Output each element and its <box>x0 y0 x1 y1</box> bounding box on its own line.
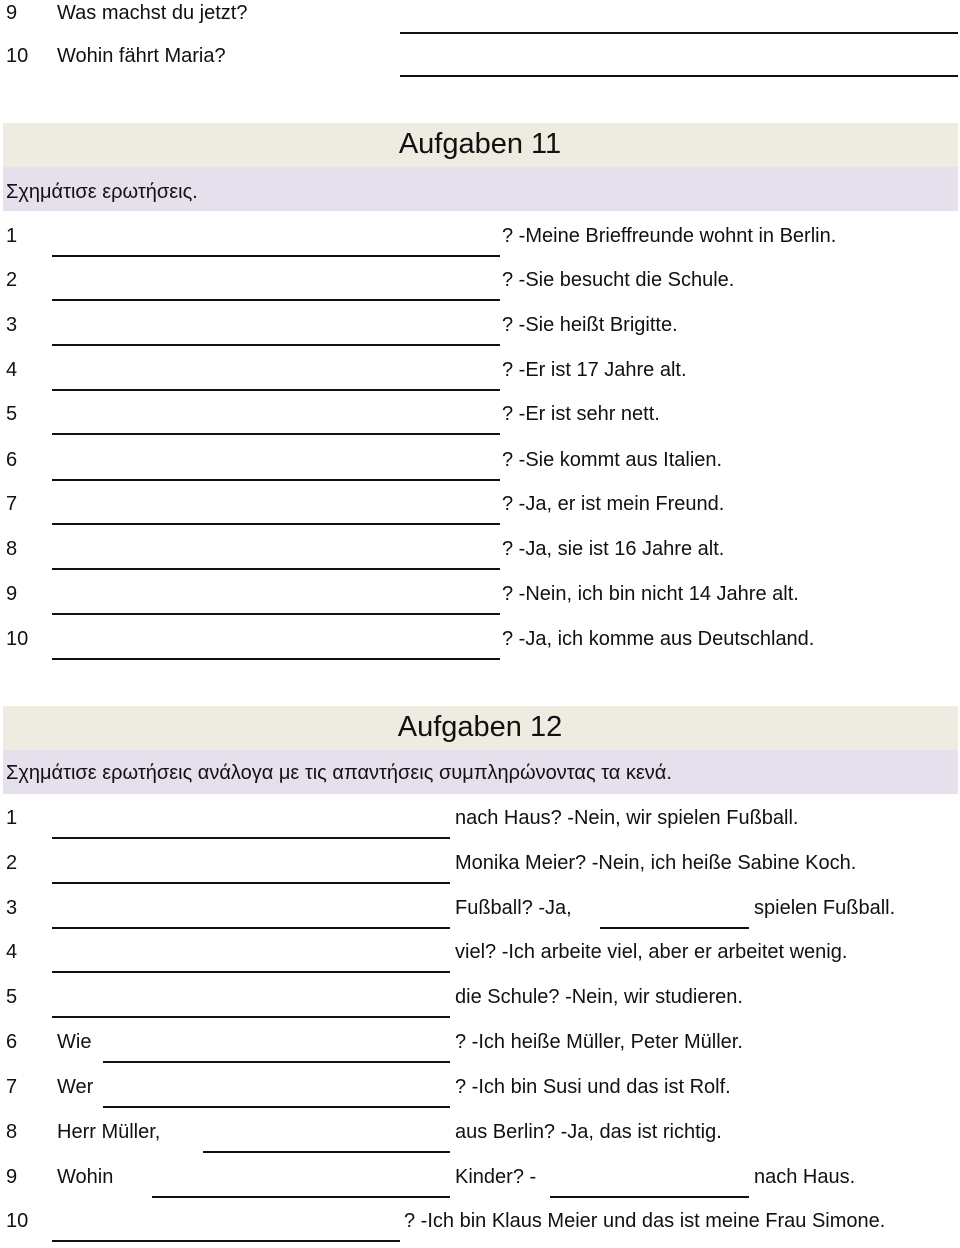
answer-blank[interactable] <box>52 299 500 301</box>
exercise-number: 10 <box>6 628 29 650</box>
exercise-prefix: Wer <box>57 1076 94 1098</box>
answer-text: ? -Sie besucht die Schule. <box>502 269 735 291</box>
exercise-number: 2 <box>6 852 18 874</box>
exercise-number: 6 <box>6 449 18 471</box>
exercise-text: aus Berlin? -Ja, das ist richtig. <box>455 1121 722 1143</box>
exercise-number: 5 <box>6 986 18 1008</box>
exercise-prefix: Wohin <box>57 1166 114 1188</box>
exercise-text-end: spielen Fußball. <box>754 897 896 919</box>
answer-text: ? -Sie heißt Brigitte. <box>502 314 678 336</box>
answer-blank[interactable] <box>103 1106 450 1108</box>
answer-blank[interactable] <box>52 479 500 481</box>
answer-blank[interactable] <box>52 1016 450 1018</box>
answer-blank[interactable] <box>52 882 450 884</box>
exercise-text: ? -Ich bin Klaus Meier und das ist meine Frau Simone. <box>404 1210 886 1232</box>
answer-text: ? -Ja, sie ist 16 Jahre alt. <box>502 538 725 560</box>
exercise-text: ? -Ich bin Susi und das ist Rolf. <box>455 1076 731 1098</box>
exercise-number: 1 <box>6 225 18 247</box>
top-item-question: Wohin fährt Maria? <box>57 45 226 67</box>
exercise-number: 4 <box>6 941 18 963</box>
exercise-text: Kinder? - <box>455 1166 537 1188</box>
exercise-number: 4 <box>6 359 18 381</box>
answer-blank-inline[interactable] <box>550 1196 749 1198</box>
top-item-question: Was machst du jetzt? <box>57 2 248 24</box>
section-title-11: Aufgaben 11 <box>398 128 562 160</box>
top-item-number: 10 <box>6 45 29 67</box>
exercise-number: 9 <box>6 1166 18 1188</box>
exercise-number: 5 <box>6 403 18 425</box>
section-instruction-11: Σχημάτισε ερωτήσεις. <box>6 181 198 203</box>
exercise-number: 1 <box>6 807 18 829</box>
answer-text: ? -Sie kommt aus Italien. <box>502 449 723 471</box>
answer-text: ? -Er ist 17 Jahre alt. <box>502 359 687 381</box>
answer-text: ? -Ja, ich komme aus Deutschland. <box>502 628 815 650</box>
exercise-text: die Schule? -Nein, wir studieren. <box>455 986 743 1008</box>
answer-blank[interactable] <box>52 255 500 257</box>
answer-text: ? -Ja, er ist mein Freund. <box>502 493 725 515</box>
answer-text: ? -Er ist sehr nett. <box>502 403 660 425</box>
exercise-number: 7 <box>6 493 18 515</box>
answer-blank[interactable] <box>52 837 450 839</box>
answer-blank[interactable] <box>52 971 450 973</box>
exercise-prefix: Wie <box>57 1031 92 1053</box>
exercise-number: 3 <box>6 897 18 919</box>
exercise-number: 6 <box>6 1031 18 1053</box>
answer-blank[interactable] <box>52 1240 400 1242</box>
exercise-text: ? -Ich heiße Müller, Peter Müller. <box>455 1031 743 1053</box>
top-item-number: 9 <box>6 2 18 24</box>
answer-text: ? -Nein, ich bin nicht 14 Jahre alt. <box>502 583 799 605</box>
section-title-12: Aufgaben 12 <box>397 711 563 743</box>
exercise-number: 9 <box>6 583 18 605</box>
exercise-number: 7 <box>6 1076 18 1098</box>
exercise-number: 3 <box>6 314 18 336</box>
exercise-number: 10 <box>6 1210 29 1232</box>
answer-blank[interactable] <box>152 1196 450 1198</box>
answer-blank[interactable] <box>400 32 958 34</box>
exercise-text: Fußball? -Ja, <box>455 897 572 919</box>
answer-blank[interactable] <box>52 389 500 391</box>
answer-blank[interactable] <box>52 658 500 660</box>
exercise-text-end: nach Haus. <box>754 1166 856 1188</box>
answer-blank[interactable] <box>103 1061 450 1063</box>
exercise-text: Monika Meier? -Nein, ich heiße Sabine Koch. <box>455 852 857 874</box>
exercise-text: viel? -Ich arbeite viel, aber er arbeitet wenig. <box>455 941 848 963</box>
answer-blank[interactable] <box>52 433 500 435</box>
answer-blank[interactable] <box>52 523 500 525</box>
exercise-prefix: Herr Müller, <box>57 1121 161 1143</box>
answer-blank[interactable] <box>203 1151 450 1153</box>
answer-blank[interactable] <box>52 344 500 346</box>
section-instruction-12: Σχημάτισε ερωτήσεις ανάλογα με τις απαντήσεις συμπληρώνοντας τα κενά. <box>6 762 672 784</box>
answer-blank[interactable] <box>52 568 500 570</box>
exercise-number: 2 <box>6 269 18 291</box>
exercise-number: 8 <box>6 538 18 560</box>
answer-text: ? -Meine Brieffreunde wohnt in Berlin. <box>502 225 837 247</box>
exercise-text: nach Haus? -Nein, wir spielen Fußball. <box>455 807 799 829</box>
answer-blank-inline[interactable] <box>600 927 749 929</box>
exercise-number: 8 <box>6 1121 18 1143</box>
answer-blank[interactable] <box>52 927 450 929</box>
answer-blank[interactable] <box>52 613 500 615</box>
answer-blank[interactable] <box>400 75 958 77</box>
